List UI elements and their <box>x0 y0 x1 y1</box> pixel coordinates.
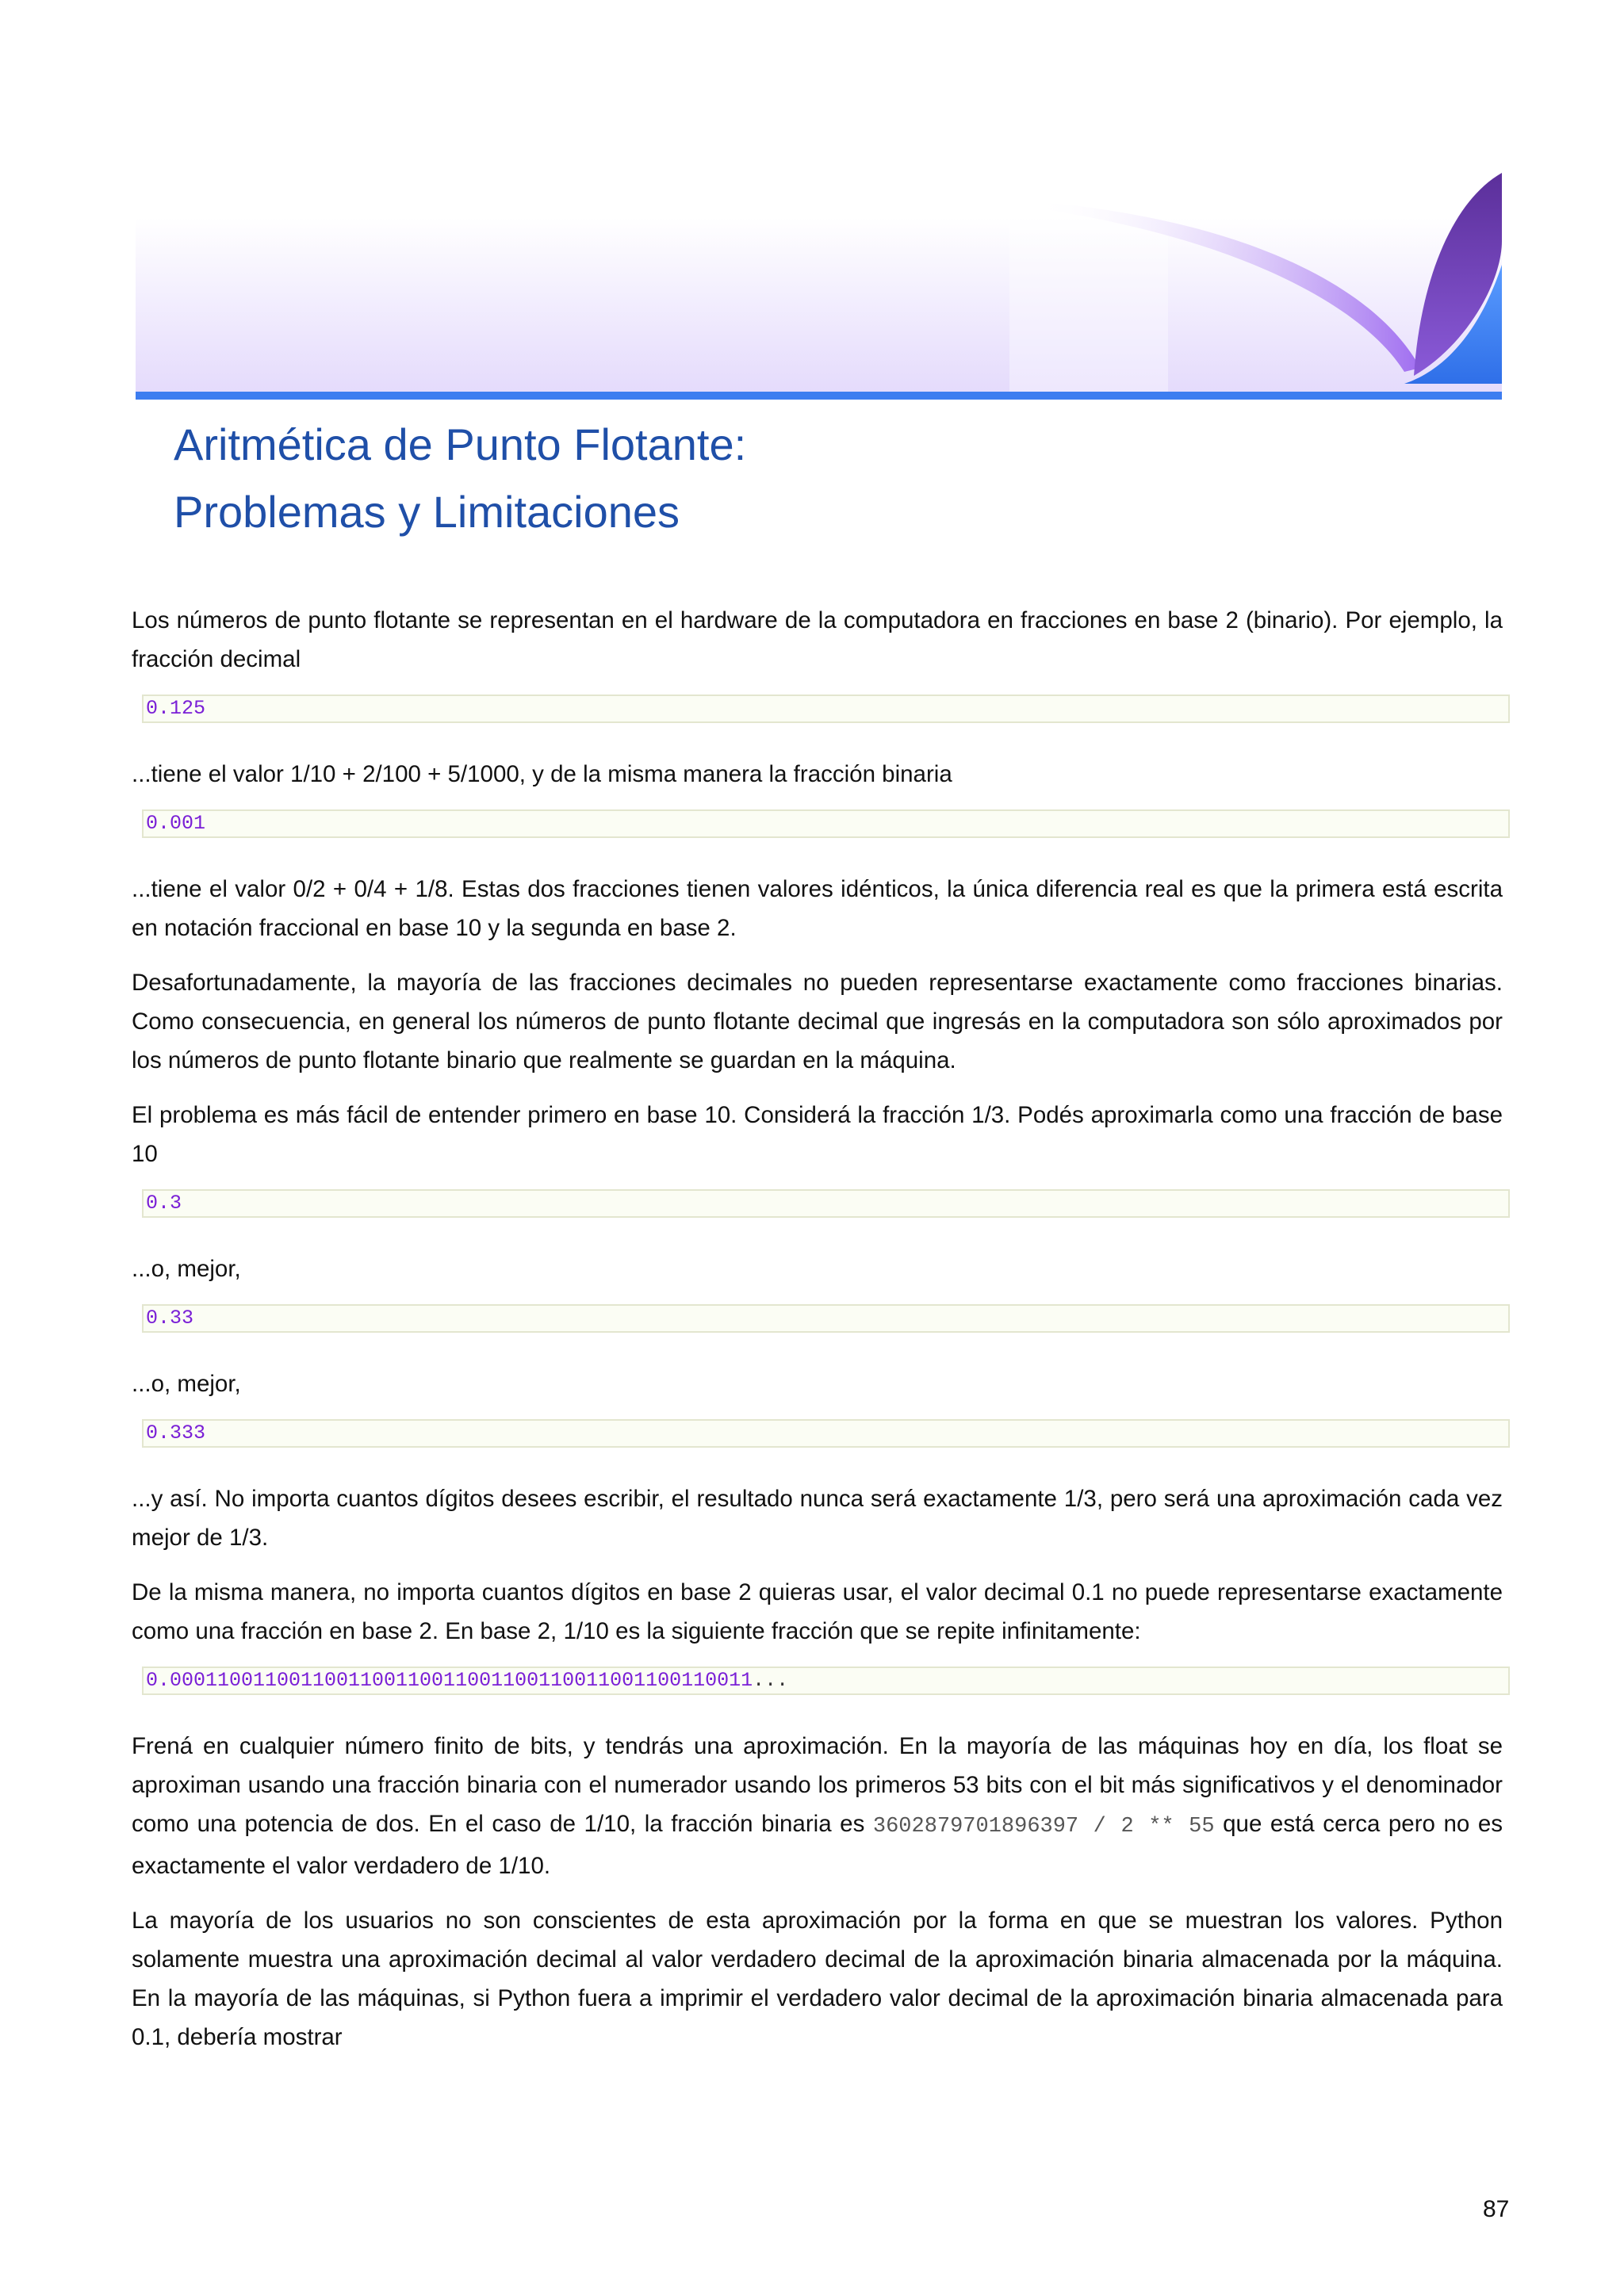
paragraph-better-1: ...o, mejor, <box>132 1256 241 1282</box>
repeating-binary-digits: 0.0001100110011001100110011001100110011001100110011 <box>146 1669 753 1692</box>
code-block-repeating-binary <box>142 1667 1510 1695</box>
paragraph-finite-bits <box>132 1727 1503 1885</box>
document-body <box>132 601 1503 2057</box>
code-block-decimal: 0.125 <box>142 695 1510 723</box>
code-block-one-third-3: 0.333 <box>142 1419 1510 1448</box>
page-number: 87 <box>1483 2196 1510 2222</box>
code-block-one-third-1: 0.3 <box>142 1189 1510 1218</box>
paragraph-approximation: Desafortunadamente, la mayoría de las fracciones decimales no pueden representarse exactamente como fracciones binarias. Como consecuencia, en general los números de punto flotante decimal que ingresás en la computadora son sólo aproximados por los números de punto flotante binario que realmente se guardan en la máquina. <box>132 970 1503 1073</box>
inline-code-fraction: 3602879701896397 / 2 ** 55 <box>872 1815 1215 1839</box>
paragraph-and-so-on: ...y así. No importa cuantos dígitos desees escribir, el resultado nunca será exactamente 1/3, pero será una aproximación cada vez mejor de 1/3. <box>132 1486 1503 1551</box>
code-block-one-third-2: 0.33 <box>142 1304 1510 1333</box>
paragraph-base2: De la misma manera, no importa cuantos dígitos en base 2 quieras usar, el valor decimal 0.1 no puede representarse exactamente como una fracción en base 2. En base 2, 1/10 es la siguiente fracción que se repite infinitamente: <box>132 1579 1503 1644</box>
chapter-title-line-1: Aritmética de Punto Flotante: <box>174 419 747 469</box>
paragraph-base10: El problema es más fácil de entender primero en base 10. Considerá la fracción 1/3. Podés aproximarla como una fracción de base 10 <box>132 1102 1503 1167</box>
paragraph-finite-bits-end: que está cerca pero no es exactamente el valor verdadero de 1/10. <box>132 1811 1503 1879</box>
banner-graphic <box>136 170 1502 403</box>
paragraph-intro: Los números de punto flotante se representan en el hardware de la computadora en fracciones en base 2 (binario). Por ejemplo, la fracción decimal <box>132 607 1503 672</box>
chapter-title-line-2: Problemas y Limitaciones <box>174 487 680 537</box>
paragraph-better-2: ...o, mejor, <box>132 1371 241 1397</box>
header-banner <box>136 170 1502 403</box>
chapter-title <box>174 411 746 545</box>
paragraph-binary-value: ...tiene el valor 0/2 + 0/4 + 1/8. Estas dos fracciones tienen valores idénticos, la única diferencia real es que la primera está escrita en notación fraccional en base 10 y la segunda en base 2. <box>132 876 1503 941</box>
paragraph-decimal-value: ...tiene el valor 1/10 + 2/100 + 5/1000, y de la misma manera la fracción binaria <box>132 761 952 787</box>
repeating-binary-ellipsis: ... <box>753 1669 789 1692</box>
code-block-binary: 0.001 <box>142 809 1510 838</box>
paragraph-finite-bits-text: Frená en cualquier número finito de bits, y tendrás una aproximación. En la mayoría de las máquinas hoy en día, los float se aproximan usando una fracción binaria con el numerador usando los primeros 53 bits con el bit más significativos y el denominador como una potencia de dos. En el caso de 1/10, la fracción binaria es <box>132 1733 1503 1837</box>
paragraph-display: La mayoría de los usuarios no son conscientes de esta aproximación por la forma en que se muestran los valores. Python solamente muestra una aproximación decimal al valor verdadero decimal de la aproximación binaria almacenada por la máquina. En la mayoría de las máquinas, si Python fuera a imprimir el verdadero valor decimal de la aproximación binaria almacenada para 0.1, debería mostrar <box>132 1908 1503 2050</box>
